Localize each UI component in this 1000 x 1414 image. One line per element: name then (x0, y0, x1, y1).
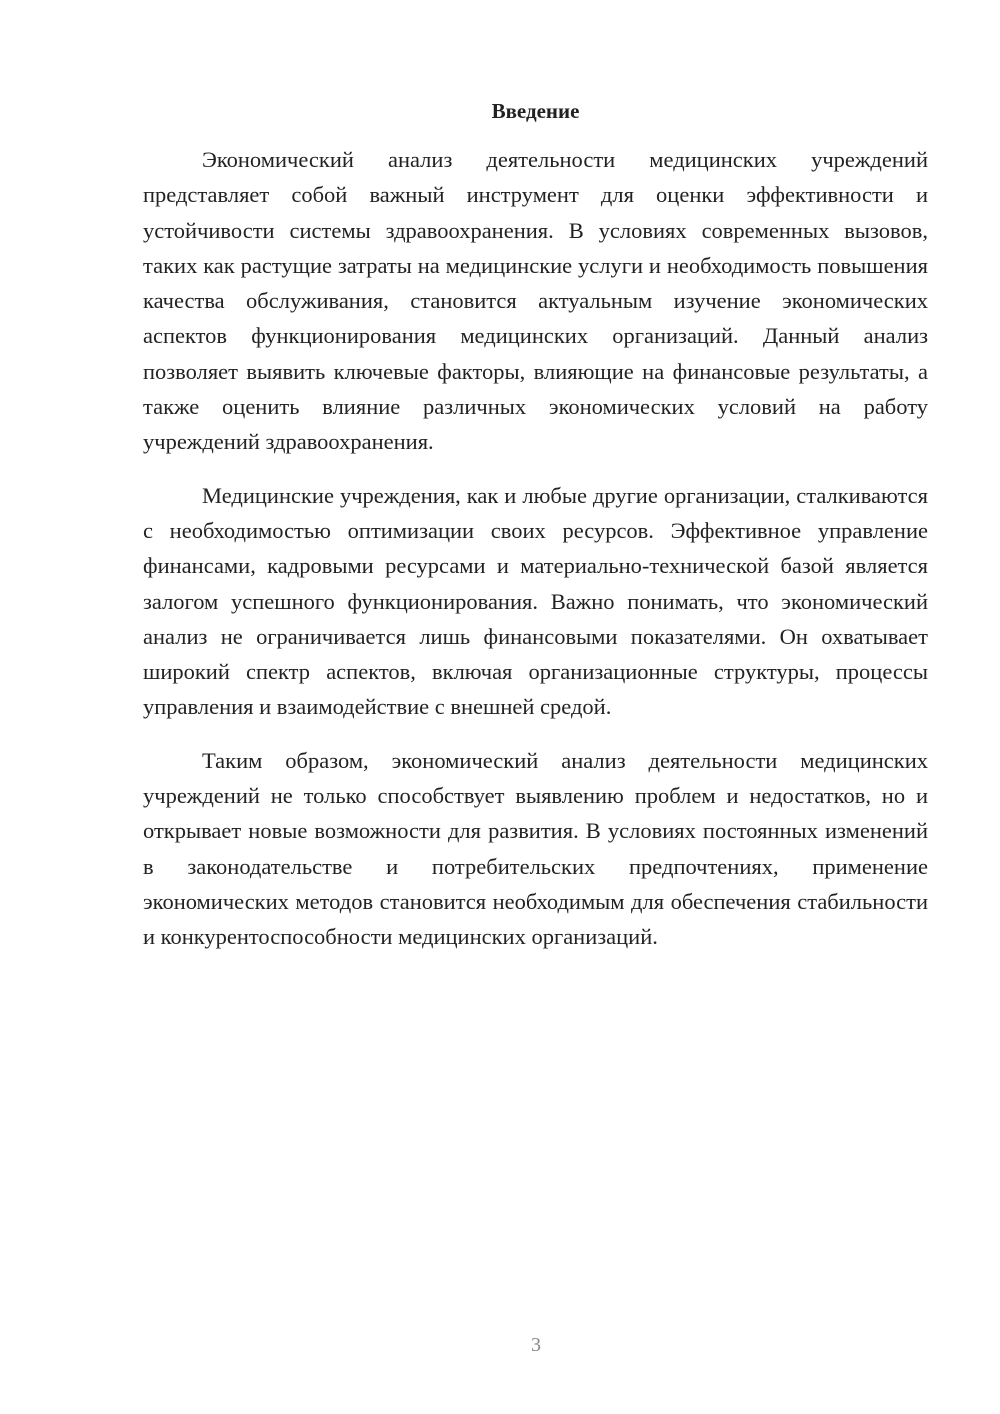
page-number: 3 (531, 1334, 541, 1356)
paragraph-3: Таким образом, экономический анализ деятельности медицинских учреждений не только способствует выявлению проблем и недостатков, но и открывает новые возможности для развития. В условиях постоянных изменений в законодательстве и потребительских предпочтениях, применение экономических методов становится необходимым для обеспечения стабильности и конкурентоспособности медицинских организаций. (143, 747, 928, 950)
paragraph-2: Медицинские учреждения, как и любые другие организации, сталкиваются с необходимостью оптимизации своих ресурсов. Эффективное управление финансами, кадровыми ресурсами и материально-технической базой является залогом успешного функционирования. Важно понимать, что экономический анализ не ограничивается лишь финансовыми показателями. Он охватывает широкий спектр аспектов, включая организационные структуры, процессы управления и взаимодействие с внешней средой. (143, 482, 928, 720)
paragraph-1: Экономический анализ деятельности медицинских учреждений представляет собой важный инструмент для оценки эффективности и устойчивости системы здравоохранения. В условиях современных вызовов, таких как растущие затраты на медицинские услуги и необходимость повышения качества обслуживания, становится актуальным изучение экономических аспектов функционирования медицинских организаций. Данный анализ позволяет выявить ключевые факторы, влияющие на финансовые результаты, а также оценить влияние различных экономических условий на работу учреждений здравоохранения. (143, 147, 928, 455)
body-text (143, 142, 928, 973)
section-heading: Введение (491, 99, 580, 123)
